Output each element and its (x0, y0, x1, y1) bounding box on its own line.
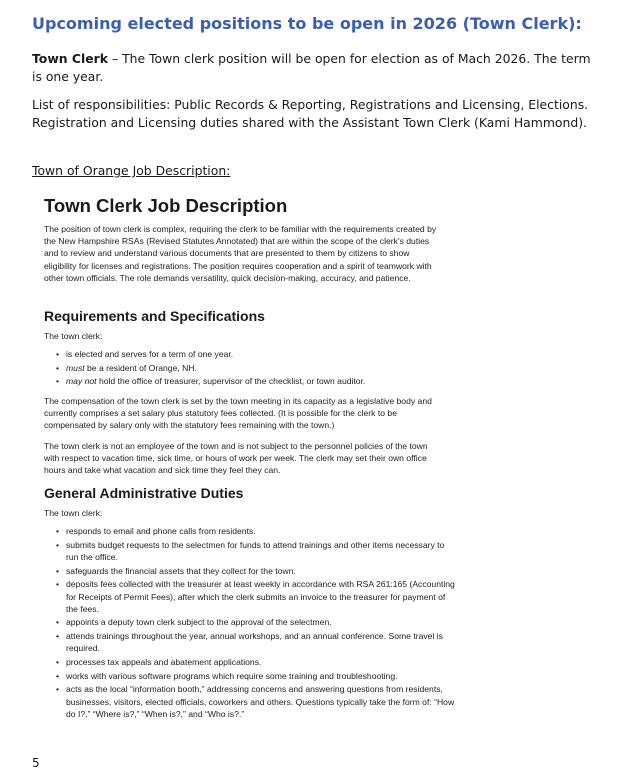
page-number: 5 (32, 756, 40, 770)
duties-heading: General Administrative Duties (44, 485, 244, 501)
job-title: Town Clerk Job Description (44, 195, 288, 216)
requirements-list (66, 348, 456, 389)
job-intro: The position of town clerk is complex, requiring the clerk to be familiar with the requirements created by the New Hampshire RSAs (Revised Statutes Annotated) that are within the scope of the clerk's duties and to review and understand various documents that are presented to them by citizens to show eligibility for licenses and registrations. The position requires cooperation and a spirit of teamwork with other town officials. The role demands versatility, quick decision-making, accuracy, and patience. (44, 224, 437, 283)
duty-item: • safeguards the financial assets that they collect for the town. (66, 565, 456, 577)
intro-bold-label: Town Clerk (32, 51, 108, 66)
requirements-heading: Requirements and Specifications (44, 308, 265, 324)
duty-item: • processes tax appeals and abatement applications. (66, 656, 456, 668)
responsibilities-paragraph: List of responsibilities: Public Records & Reporting, Registrations and Licensing, Elections. Registration and Licensing duties shared with the Assistant Town Clerk (Kami Hammond). (32, 97, 589, 130)
requirement-item: • may not hold the office of treasurer, supervisor of the checklist, or town auditor. (66, 375, 456, 387)
employee-paragraph: The town clerk is not an employee of the town and is not subject to the personnel policies of the town with respect to vacation time, sick time, or hours of work per week. The clerk may set their own office hours and take what vacation and sick time they feel they can. (44, 441, 428, 476)
requirement-item: • is elected and serves for a term of one year. (66, 348, 456, 360)
duties-list (66, 525, 456, 722)
intro-paragraph (32, 50, 592, 85)
duties-lead: The town clerk: (44, 508, 103, 518)
requirements-lead: The town clerk: (44, 331, 103, 341)
requirement-item: • must be a resident of Orange, NH. (66, 362, 456, 374)
job-description-image (38, 185, 598, 725)
duty-item: • deposits fees collected with the treasurer at least weekly in accordance with RSA 261:165 (Accounting for Receipts of Permit Fees), after which the clerk submits an invoice to the treasurer for payment of the fees. (66, 578, 456, 615)
duty-item: • attends trainings throughout the year, annual workshops, and an annual conference. Some travel is required. (66, 630, 456, 654)
intro-text: – The Town clerk position will be open for election as of Mach 2026. The term is one year. (32, 51, 591, 84)
duty-item: • appoints a deputy town clerk subject to the approval of the selectmen. (66, 616, 456, 628)
duty-item: • acts as the local “information booth,” addressing concerns and answering questions from residents, businesses, visitors, elected officials, coworkers and others. Questions typically take the form of: “How do I?,” “Where is?,” “When is?,” and “Who is?.” (66, 683, 456, 720)
job-description-link[interactable]: Town of Orange Job Description: (32, 163, 231, 178)
duty-item: • responds to email and phone calls from residents. (66, 525, 456, 537)
section-heading: Upcoming elected positions to be open in 2026 (Town Clerk): (32, 14, 582, 33)
compensation-paragraph: The compensation of the town clerk is set by the town meeting in its capacity as a legislative body and currently comprises a set salary plus statutory fees collected. (It is possible for the clerk to be compensated by salary only with the statutory fees remaining with the town.) (44, 396, 432, 431)
duty-item: • works with various software programs which require some training and troubleshooting. (66, 670, 456, 682)
duty-item: • submits budget requests to the selectmen for funds to attend trainings and other items necessary to run the office. (66, 539, 456, 563)
